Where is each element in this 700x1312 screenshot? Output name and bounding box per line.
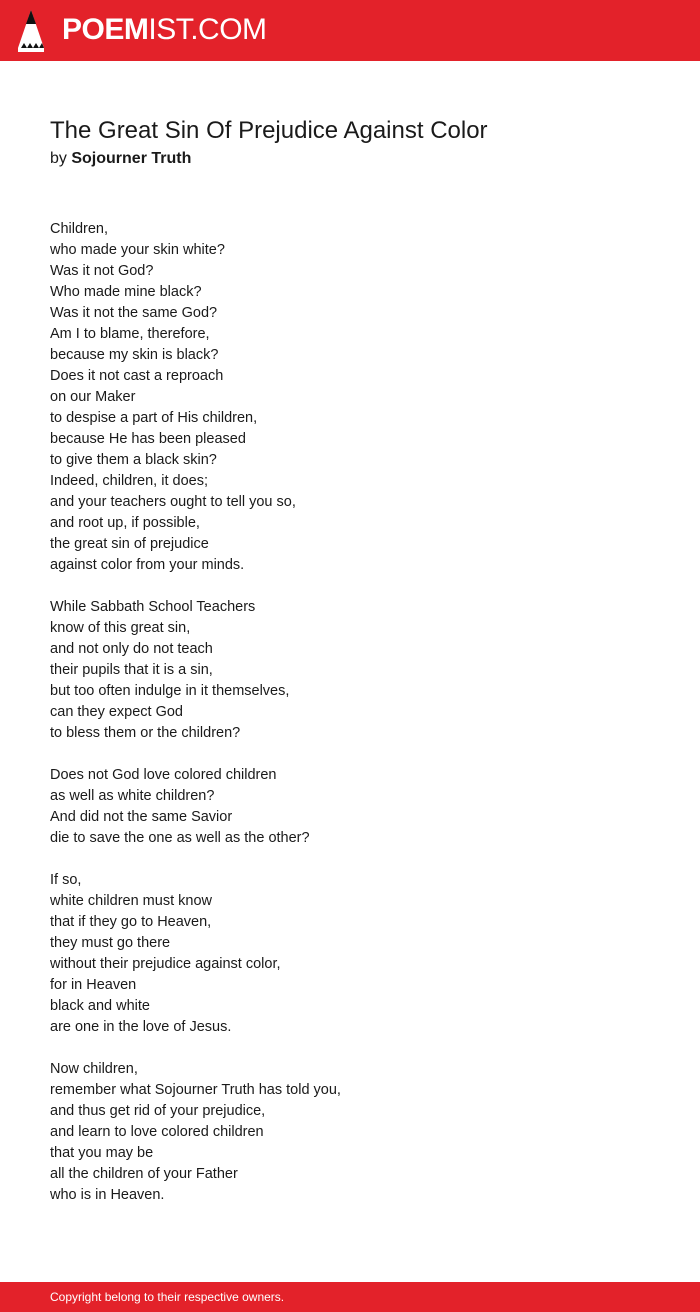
poem-line: to give them a black skin?: [50, 452, 217, 468]
poem-line: are one in the love of Jesus.: [50, 1019, 232, 1035]
poem-stanza: [50, 219, 650, 576]
poem-line: remember what Sojourner Truth has told you,: [50, 1082, 341, 1098]
poem-line: and root up, if possible,: [50, 515, 200, 531]
poem-line: who made your skin white?: [50, 242, 225, 258]
poem-line: If so,: [50, 872, 82, 888]
poem-line: die to save the one as well as the other?: [50, 830, 310, 846]
poem-line: Was it not God?: [50, 263, 154, 279]
byline-prefix: by: [50, 150, 67, 167]
header-bar: [0, 0, 700, 61]
poem-line: that if they go to Heaven,: [50, 914, 212, 930]
poem-line: Now children,: [50, 1061, 138, 1077]
poem-line: Children,: [50, 221, 109, 237]
poem-line: Was it not the same God?: [50, 305, 218, 321]
poem-line: on our Maker: [50, 389, 136, 405]
poem-line: without their prejudice against color,: [50, 956, 281, 972]
poem-line: and your teachers ought to tell you so,: [50, 494, 296, 510]
poem-line: and learn to love colored children: [50, 1124, 264, 1140]
poem-line: and thus get rid of your prejudice,: [50, 1103, 266, 1119]
poem-line: but too often indulge in it themselves,: [50, 683, 290, 699]
poem-line: know of this great sin,: [50, 620, 191, 636]
footer-bar: [0, 1282, 700, 1312]
poem-line: Does not God love colored children: [50, 767, 277, 783]
poem-line: and not only do not teach: [50, 641, 213, 657]
poem-line: to bless them or the children?: [50, 725, 241, 741]
poem-line: because my skin is black?: [50, 347, 219, 363]
poem-line: can they expect God: [50, 704, 183, 720]
poem-line: they must go there: [50, 935, 171, 951]
poem-line: who is in Heaven.: [50, 1187, 165, 1203]
poem-line: against color from your minds.: [50, 557, 245, 573]
poem-line: for in Heaven: [50, 977, 137, 993]
copyright-text: Copyright belong to their respective owners.: [50, 1290, 285, 1304]
poem-body: [50, 219, 650, 1227]
logo-light-text: IST.COM: [148, 13, 267, 46]
poem-line: black and white: [50, 998, 150, 1014]
byline: [50, 149, 191, 169]
site-logo[interactable]: [62, 12, 267, 48]
poem-line: because He has been pleased: [50, 431, 246, 447]
poem-line: that you may be: [50, 1145, 154, 1161]
poem-line: to despise a part of His children,: [50, 410, 258, 426]
poem-line: their pupils that it is a sin,: [50, 662, 213, 678]
author-name: Sojourner Truth: [71, 150, 192, 167]
poem-line: Who made mine black?: [50, 284, 202, 300]
logo-bold-text: POEM: [62, 13, 149, 46]
poem-line: Does it not cast a reproach: [50, 368, 224, 384]
poem-line: Indeed, children, it does;: [50, 473, 208, 489]
poem-stanza: [50, 597, 650, 744]
poem-line: all the children of your Father: [50, 1166, 238, 1182]
poem-line: And did not the same Savior: [50, 809, 233, 825]
poem-stanza: [50, 870, 650, 1038]
poem-line: white children must know: [50, 893, 212, 909]
poem-title: The Great Sin Of Prejudice Against Color: [50, 117, 488, 144]
poem-stanza: [50, 1059, 650, 1206]
poem-line: the great sin of prejudice: [50, 536, 209, 552]
poem-line: Am I to blame, therefore,: [50, 326, 210, 342]
poem-line: as well as white children?: [50, 788, 215, 804]
pencil-icon[interactable]: [18, 10, 44, 52]
poem-line: While Sabbath School Teachers: [50, 599, 256, 615]
poem-stanza: [50, 765, 650, 849]
